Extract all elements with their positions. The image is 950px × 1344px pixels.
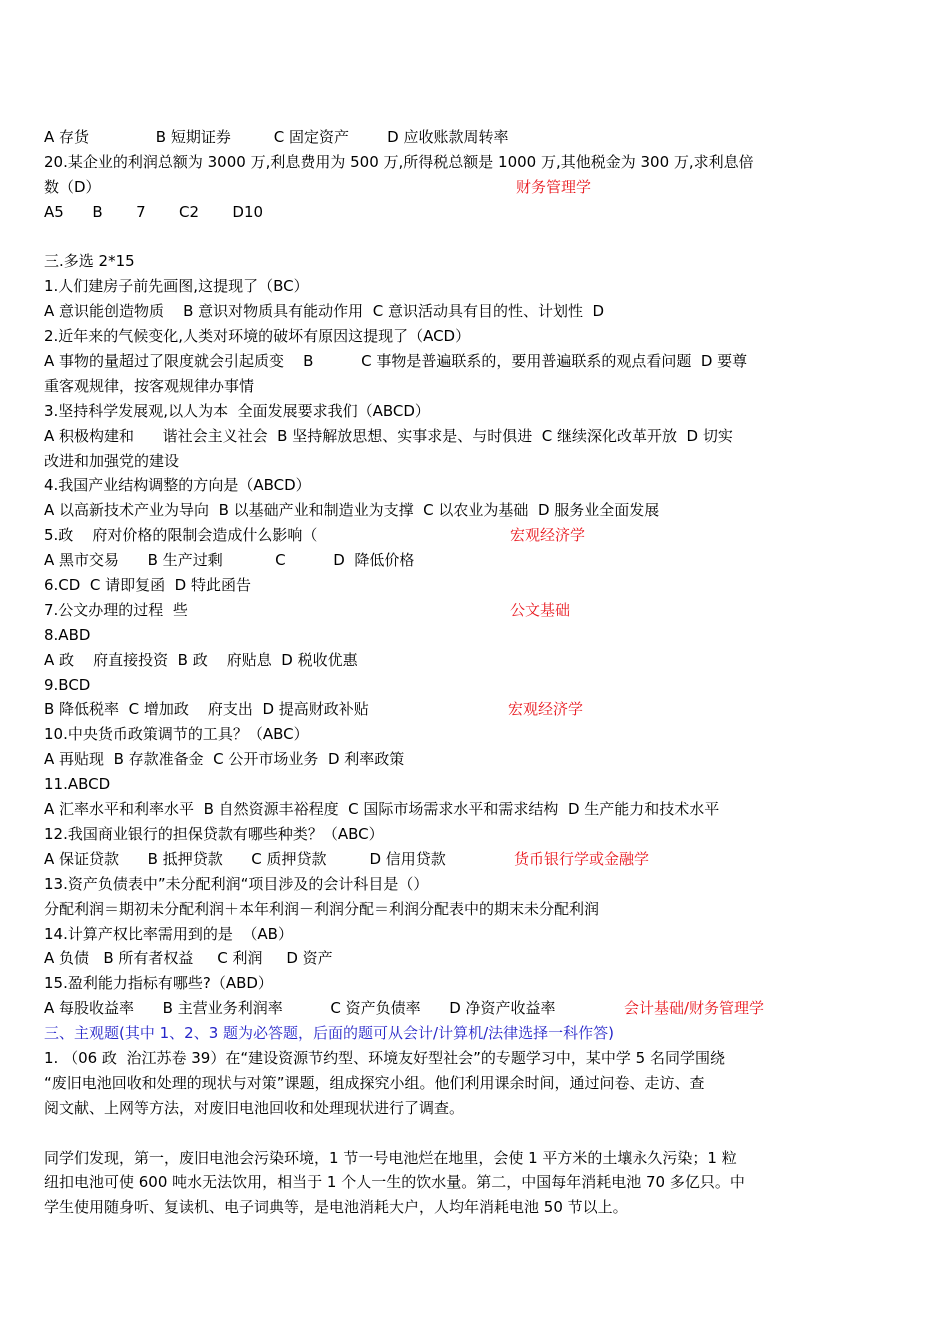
question-6: 6.CD C 请即复函 D 特此函告: [44, 576, 251, 595]
options-line: A 黑市交易 B 生产过剩 C D 降低价格: [44, 551, 415, 570]
subject-note: 宏观经济学: [508, 700, 584, 719]
options-line: A 保证贷款 B 抵押贷款 C 质押贷款 D 信用贷款 货币银行学或金融学: [44, 847, 814, 872]
options-line: B 降低税率 C 增加政 府支出 D 提高财政补贴 宏观经济学: [44, 697, 814, 722]
options-line: A 以高新技术产业为导向 B 以基础产业和制造业为支撑 C 以农业为基础 D 服务业全面发展: [44, 501, 660, 520]
options-line: A 意识能创造物质 B 意识对物质具有能动作用 C 意识活动具有目的性、计划性 D: [44, 302, 605, 321]
question-14: 14.计算产权比率需用到的是 （AB）: [44, 924, 293, 943]
section-heading: 三、主观题(其中 1、2、3 题为必答题，后面的题可从会计/计算机/法律选择一科作答): [44, 1024, 614, 1043]
options-line: A5 B 7 C2 D10: [44, 202, 264, 221]
question-15: 15.盈利能力指标有哪些?（ABD）: [44, 974, 273, 993]
paragraph-line: 纽扣电池可使 600 吨水无法饮用，相当于 1 个人一生的饮水量。第二，中国每年消耗电池 70 多亿只。中: [44, 1173, 745, 1192]
subject-note: 财务管理学: [516, 177, 592, 196]
text-line: 重客观规律，按客观规律办事情: [44, 376, 255, 395]
options-line: A 再贴现 B 存款准备金 C 公开市场业务 D 利率政策: [44, 750, 405, 769]
text-line: 分配利润＝期初未分配利润＋本年利润－利润分配＝利润分配表中的期末未分配利润: [44, 899, 600, 918]
paragraph-line: “废旧电池回收和处理的现状与对策”课题，组成探究小组。他们利用课余时间，通过问卷、走访、查: [44, 1073, 705, 1092]
question-13: 13.资产负债表中”未分配利润“项目涉及的会计科目是（）: [44, 874, 429, 893]
options-line: A 政 府直接投资 B 政 府贴息 D 税收优惠: [44, 650, 358, 669]
text-line: A 存货 B 短期证券 C 固定资产 D 应收账款周转率: [44, 128, 509, 146]
question-4: 4.我国产业结构调整的方向是（ABCD）: [44, 476, 311, 495]
question-3: 3.坚持科学发展观,以人为本 全面发展要求我们（ABCD）: [44, 401, 430, 420]
text-line: 改进和加强党的建设: [44, 451, 180, 470]
paragraph-line: 同学们发现，第一，废旧电池会污染环境，1 节一号电池烂在地里，会使 1 平方米的土壤永久污染；1 粒: [44, 1148, 737, 1167]
question-9: 9.BCD: [44, 675, 91, 694]
paragraph-line: 阅文献、上网等方法，对废旧电池回收和处理现状进行了调查。: [44, 1098, 465, 1117]
options-line: A 事物的量超过了限度就会引起质变 B C 事物是普遍联系的，要用普遍联系的观点看问题 D 要尊: [44, 352, 748, 371]
options-line: A 积极构建和 谐社会主义社会 B 坚持解放思想、实事求是、与时俱进 C 继续深化改革开放 D 切实: [44, 426, 733, 445]
options-line: A 负债 B 所有者权益 C 利润 D 资产: [44, 949, 333, 968]
subject-note: 宏观经济学: [510, 526, 586, 545]
subject-note: 公文基础: [510, 600, 571, 619]
question-11: 11.ABCD: [44, 775, 111, 794]
question-8: 8.ABD: [44, 625, 91, 644]
subject-note: 货币银行学或金融学: [514, 849, 650, 868]
paragraph-line: 学生使用随身听、复读机、电子词典等，是电池消耗大户，人均年消耗电池 50 节以上。: [44, 1198, 628, 1217]
question-7: 7.公文办理的过程 些 公文基础: [44, 598, 814, 623]
question-1: 1.人们建房子前先画图,这提现了（BC）: [44, 277, 309, 296]
question-12: 12.我国商业银行的担保贷款有哪些种类？（ABC）: [44, 824, 384, 843]
question-20: 20.某企业的利润总额为 3000 万,利息费用为 500 万,所得税总额是 1000 万,其他税金为 300 万,求利息倍: [44, 152, 754, 171]
question-2: 2.近年来的气候变化,人类对环境的破坏有原因这提现了（ACD）: [44, 327, 471, 346]
options-line: A 汇率水平和利率水平 B 自然资源丰裕程度 C 国际市场需求水平和需求结构 D 生产能力和技术水平: [44, 800, 720, 819]
subject-note: 会计基础/财务管理学: [624, 999, 765, 1018]
question-10: 10.中央货币政策调节的工具？（ABC）: [44, 725, 309, 744]
text-line: 数（D） 财务管理学: [44, 175, 814, 200]
section-heading: 三.多选 2*15: [44, 252, 135, 271]
document-page: [44, 125, 814, 1220]
question-5: 5.政 府对价格的限制会造成什么影响（ 宏观经济学: [44, 523, 814, 548]
options-line: A 每股收益率 B 主营业务利润率 C 资产负债率 D 净资产收益率 会计基础/财务管理学: [44, 996, 814, 1021]
paragraph-line: 1. （06 政 治江苏卷 39）在“建设资源节约型、环境友好型社会”的专题学习中，某中学 5 名同学围绕: [44, 1048, 725, 1067]
